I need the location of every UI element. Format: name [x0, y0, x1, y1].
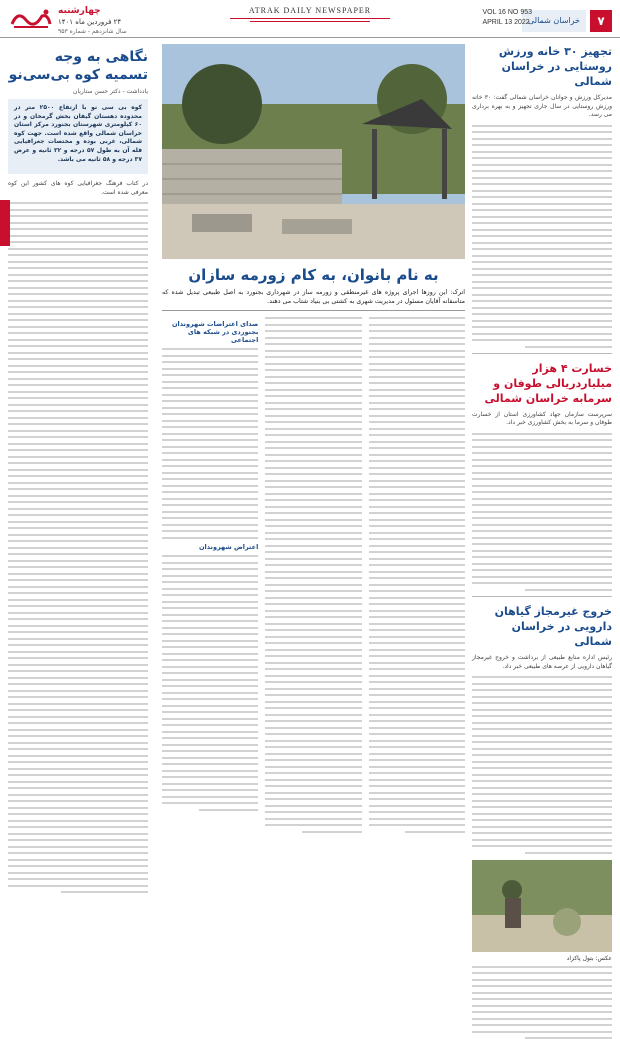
date-block	[58, 6, 127, 35]
masthead-rule	[250, 21, 370, 22]
article-intro: در کتاب فرهنگ جغرافیایی کوه های کشور این کوه معرفی شده است.	[8, 180, 148, 196]
right-column	[472, 44, 612, 962]
article-title[interactable]: خروج غیرمجاز گیاهان دارویی در خراسان شمالی	[494, 604, 612, 648]
section-subhead: اعتراض شهروندان	[199, 543, 259, 551]
newspaper-logo[interactable]	[8, 4, 54, 34]
page-header	[0, 0, 620, 38]
article-intro: رئیس اداره منابع طبیعی از برداشت و خروج غیرمجاز گیاهان دارویی از عرصه های طبیعی خبر داد.	[472, 653, 612, 670]
divider	[472, 353, 612, 354]
article-body	[472, 676, 612, 854]
volume-info	[482, 8, 532, 28]
summary-text: کوه بی سی نو با ارتفاع ۲۵۰۰ متر در محدوده دهستان گیفان بخش گرمخان و در ۶۰ کیلومتری شهرستان بجنورد مرکز استان خراسان شمالی واقع شده است. جهت کوه شمالی، غربی بوده و مختصات جغرافیایی قله آن به طول ۵۷ درجه و ۳۲ ثانیه و عرض ۳۷ درجه و ۵۸ ثانیه می باشد.	[14, 104, 143, 163]
construction-photo-icon	[162, 44, 465, 259]
english-title: ATRAK DAILY NEWSPAPER	[248, 6, 372, 15]
page-number: ۷	[590, 10, 612, 32]
logo-icon	[8, 4, 54, 34]
left-column	[8, 44, 148, 879]
article-body	[8, 202, 148, 893]
issue-number: سال شانزدهم - شماره ۹۵۳	[58, 28, 127, 35]
herbs-photo-icon	[472, 860, 612, 952]
text-column	[369, 317, 465, 837]
text-column	[162, 317, 258, 837]
weekday: چهارشنبه	[58, 6, 101, 16]
main-body-columns	[162, 317, 465, 837]
article-body	[162, 348, 258, 539]
divider	[472, 596, 612, 597]
masthead	[200, 0, 420, 22]
masthead-rule	[230, 18, 390, 19]
volume-number: VOL 16 NO 953	[482, 9, 532, 16]
article-body	[472, 966, 612, 1039]
article-title[interactable]: خسارت ۴ هزار میلیاردریالی طوفان و سرمابه خراسان شمالی	[484, 361, 612, 405]
article-intro: سرپرست سازمان جهاد کشاورزی استان از خسارت طوفان و سرما به بخش کشاورزی خبر داد.	[472, 410, 612, 427]
date-fa: ۲۴ فروردین ماه ۱۴۰۱	[58, 18, 122, 26]
section-tag[interactable]: خراسان شمالی	[522, 10, 586, 32]
byline: یادداشت - دکتر حسن ستاریان	[73, 88, 148, 95]
article-intro: مدیرکل ورزش و جوانان خراسان شمالی گفت: ۳۰ خانه ورزش روستایی در سال جاری تجهیز و به بهره برداری می رسد.	[472, 94, 612, 119]
opinion-title[interactable]: نگاهی به وجه تسمیه کوه بی‌سی‌نو	[8, 49, 148, 83]
main-column	[162, 44, 465, 879]
text-column	[265, 317, 361, 837]
side-tab-marker	[0, 200, 10, 246]
main-headline[interactable]: به نام بانوان، به کام زورمه سازان	[188, 266, 439, 284]
issue-date-en: APRIL 13 2022	[482, 19, 530, 26]
main-lead: اترک: این روزها اجرای پروژه های غیرمنطقی و زورمه ساز در شهرداری بجنورد به اصل طبیعی تبدیل شده که متاسفانه آقایان مسئول در مدیریت شهری به کشتی بی بنیاد شتاب می دهند.	[162, 288, 465, 311]
article-body	[472, 433, 612, 591]
article-body	[369, 317, 465, 833]
photo-caption: عکس: بتول پاکزاد	[566, 954, 612, 962]
summary-box	[8, 99, 148, 174]
section-subhead: صدای اعتراضات شهروندان بجنوردی در شبکه های اجتماعی	[172, 320, 259, 344]
article-title[interactable]: تجهیز ۳۰ خانه ورزش روستایی در خراسان شمالی	[498, 45, 612, 88]
main-photo[interactable]	[162, 44, 465, 259]
article-body	[265, 317, 361, 833]
article-photo[interactable]	[472, 860, 612, 952]
article-body	[472, 125, 612, 348]
article-body	[162, 555, 258, 811]
